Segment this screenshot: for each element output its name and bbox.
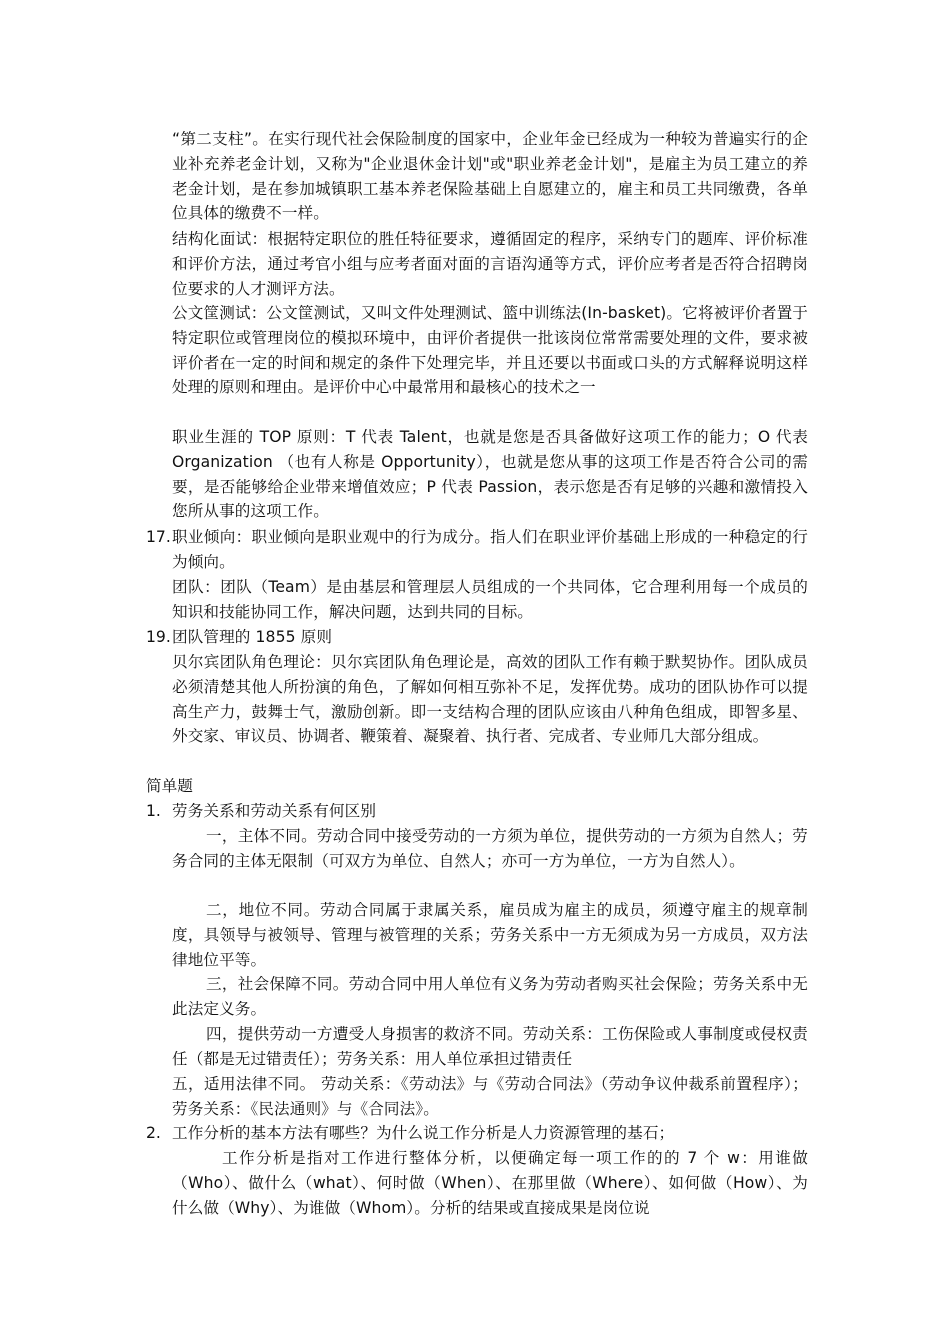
paragraph-in-basket-test: 公文筐测试：公文筐测试，又叫文件处理测试、篮中训练法(In-basket)。它将被评价者置于特定职位或管理岗位的模拟环境中，由评价者提供一批该岗位常常需要处理的文件，要求被评价者在一定的时间和规定的条件下处理完毕，并且还要以书面或口头的方式解释说明这样处理的原则和理由。是评价中心中最常用和最核心的技术之一 [172, 304, 808, 397]
list-number-17: 17. [146, 528, 171, 546]
list-number-1: 1. [146, 802, 161, 820]
question-1: 劳务关系和劳动关系有何区别 [172, 802, 377, 820]
paragraph-career-orientation: 职业倾向：职业倾向是职业观中的行为成分。指人们在职业评价基础上形成的一种稳定的行为倾向。 [172, 528, 808, 571]
answer-point-4: 四，提供劳动一方遭受人身损害的救济不同。劳动关系：工伤保险或人事制度或侵权责任（都是无过错责任）；劳务关系：用人单位承担过错责任 [172, 1025, 808, 1068]
paragraph-top-principle: 职业生涯的 TOP 原则：T 代表 Talent，也就是您是否具备做好这项工作的能力；O 代表 Organization （也有人称是 Opportunity），也就是您从事的这项工作是否符合公司的需要，是否能够给企业带来增值效应；P 代表 Passion，表示您是否有足够的兴趣和激情投入您所从事的这项工作。 [172, 428, 808, 521]
paragraph-1855-principle: 团队管理的 1855 原则 [172, 628, 333, 646]
paragraph-enterprise-annuity: “第二支柱”。在实行现代社会保险制度的国家中，企业年金已经成为一种较为普遍实行的企业补充养老金计划，又称为"企业退休金计划"或"职业养老金计划"，是雇主为员工建立的养老金计划，是在参加城镇职工基本养老保险基础上自愿建立的，雇主和员工共同缴费，各单位具体的缴费不一样。 [172, 130, 808, 223]
list-number-19: 19. [146, 628, 171, 646]
list-number-2: 2. [146, 1124, 161, 1142]
question-2: 工作分析的基本方法有哪些？为什么说工作分析是人力资源管理的基石； [172, 1124, 675, 1142]
paragraph-team: 团队：团队（Team）是由基层和管理层人员组成的一个共同体，它合理利用每一个成员的知识和技能协同工作，解决问题，达到共同的目标。 [172, 578, 808, 621]
paragraph-belbin-theory: 贝尔宾团队角色理论：贝尔宾团队角色理论是，高效的团队工作有赖于默契协作。团队成员必须清楚其他人所扮演的角色，了解如何相互弥补不足，发挥优势。成功的团队协作可以提高生产力，鼓舞士气，激励创新。即一支结构合理的团队应该由八种角色组成，即智多星、外交家、审议员、协调者、鞭策着、凝聚着、执行者、完成者、专业师几大部分组成。 [172, 653, 808, 746]
answer-point-1: 一，主体不同。劳动合同中接受劳动的一方须为单位，提供劳动的一方须为自然人；劳务合同的主体无限制（可双方为单位、自然人；亦可一方为单位，一方为自然人）。 [172, 827, 808, 870]
answer-job-analysis: 工作分析是指对工作进行整体分析，以便确定每一项工作的的 7 个 w：用谁做（Who）、做什么（what）、何时做（When）、在那里做（Where）、如何做（How）、为什么做（Why）、为谁做（Whom）。分析的结果或直接成果是岗位说 [172, 1149, 808, 1217]
paragraph-structured-interview: 结构化面试：根据特定职位的胜任特征要求，遵循固定的程序，采纳专门的题库、评价标准和评价方法，通过考官小组与应考者面对面的言语沟通等方式，评价应考者是否符合招聘岗位要求的人才测评方法。 [172, 230, 808, 298]
answer-point-5: 五，适用法律不同。 劳动关系：《劳动法》与《劳动合同法》（劳动争议仲裁系前置程序）；劳务关系：《民法通则》与《合同法》。 [172, 1075, 808, 1118]
section-title: 简单题 [146, 777, 193, 795]
answer-point-3: 三，社会保障不同。劳动合同中用人单位有义务为劳动者购买社会保险；劳务关系中无此法定义务。 [172, 975, 808, 1018]
answer-point-2: 二，地位不同。劳动合同属于隶属关系，雇员成为雇主的成员，须遵守雇主的规章制度，具领导与被领导、管理与被管理的关系；劳务关系中一方无须成为另一方成员，双方法律地位平等。 [172, 901, 808, 969]
